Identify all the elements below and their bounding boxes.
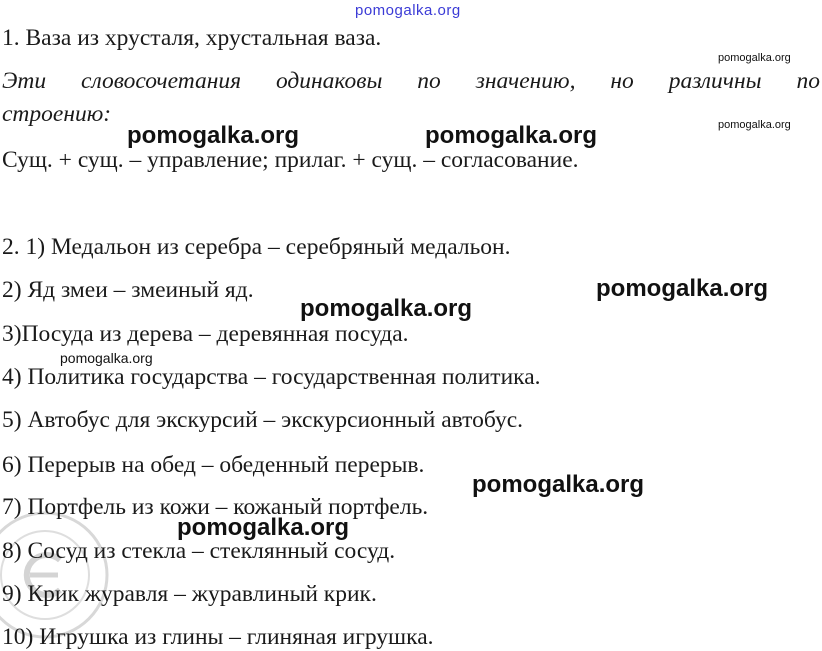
watermark-big-2: pomogalka.org (425, 122, 598, 149)
task1-note-line1: Эти словосочетания одинаковы по значению, но различны по (2, 68, 820, 94)
watermark-small-3: pomogalka.org (60, 350, 153, 366)
task2-item-8: 8) Сосуд из стекла – стеклянный сосуд. (2, 538, 396, 564)
task2-item-1: 2. 1) Медальон из серебра – серебряный медальон. (2, 234, 511, 260)
watermark-top: pomogalka.org (355, 2, 461, 19)
watermark-big-3: pomogalka.org (596, 275, 769, 302)
watermark-big-5: pomogalka.org (472, 471, 645, 498)
task2-item-9: 9) Крик журавля – журавлиный крик. (2, 581, 377, 607)
watermark-big-6: pomogalka.org (177, 514, 350, 541)
task2-item-6: 6) Перерыв на обед – обеденный перерыв. (2, 452, 425, 478)
task2-item-7: 7) Портфель из кожи – кожаный портфель. (2, 494, 429, 520)
task1-scheme: Сущ. + сущ. – управление; прилаг. + сущ. – согласование. (2, 147, 579, 173)
task2-item-3: 3)Посуда из дерева – деревянная посуда. (2, 321, 409, 347)
task1-note-line2: строению: (2, 101, 112, 127)
watermark-small-1: pomogalka.org (718, 52, 791, 64)
watermark-small-2: pomogalka.org (718, 119, 791, 131)
watermark-big-1: pomogalka.org (127, 122, 300, 149)
watermark-big-4: pomogalka.org (300, 295, 473, 322)
task2-item-5: 5) Автобус для экскурсий – экскурсионный автобус. (2, 407, 523, 433)
task1-line: 1. Ваза из хрусталя, хрустальная ваза. (2, 25, 382, 51)
task2-item-10: 10) Игрушка из глины – глиняная игрушка. (2, 624, 434, 650)
task2-item-2: 2) Яд змеи – змеиный яд. (2, 277, 254, 303)
task2-item-4: 4) Политика государства – государственная политика. (2, 364, 541, 390)
